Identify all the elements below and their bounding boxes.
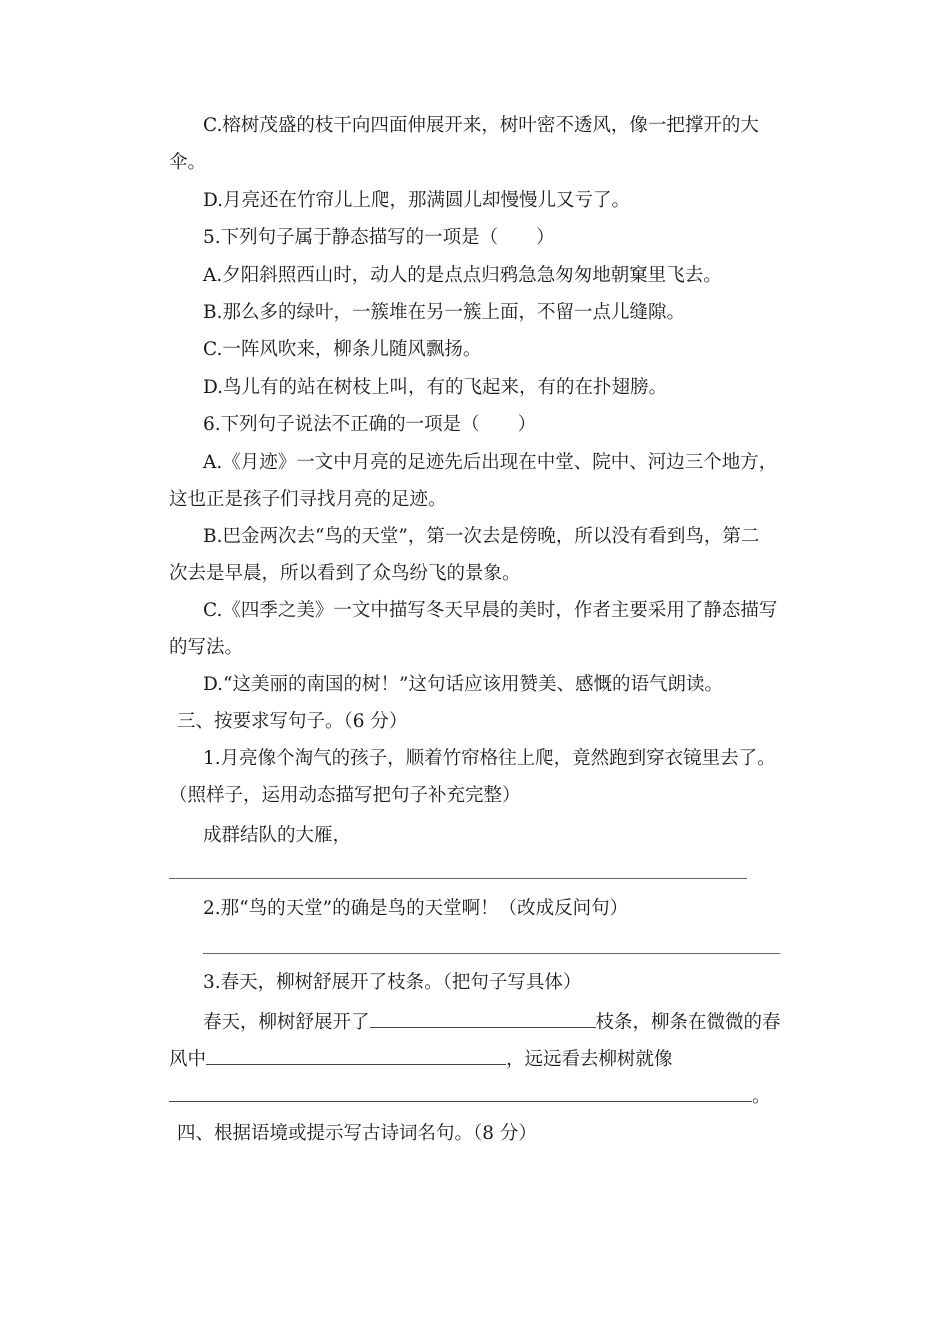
fill-blank-1[interactable] [370,1009,596,1028]
q5-option-b: B.那么多的绿叶，一簇堆在另一簇上面，不留一点儿缝隙。 [203,302,685,323]
q6-option-d: D.“这美丽的南国的树！”这句话应该用赞美、感慨的语气朗读。 [203,674,723,695]
s3-item3-fill-line2 [169,1046,673,1072]
s3-item3: 3.春天，柳树舒展开了枝条。（把句子写具体） [203,972,582,993]
s3-item3-end: 。 [752,1086,771,1107]
q4-option-d: D.月亮还在竹帘儿上爬，那满圆儿却慢慢儿又亏了。 [203,190,631,211]
s3-item3-fill-line1 [203,1009,781,1035]
s3-item1-prompt: 成群结队的大雁， [203,825,352,846]
q6-option-c-line1: C.《四季之美》一文中描写冬天早晨的美时，作者主要采用了静态描写 [203,600,778,621]
q6-option-a-line2: 这也正是孩子们寻找月亮的足迹。 [169,489,447,510]
q5-option-d: D.鸟儿有的站在树枝上叫，有的飞起来，有的在扑翅膀。 [203,377,668,398]
q4-option-c-line2: 伞。 [169,152,207,173]
q4-option-c-line1: C.榕树茂盛的枝干向四面伸展开来，树叶密不透风，像一把撑开的大 [203,115,759,136]
s3-item3-fill-line3 [169,1083,771,1109]
q5-option-c: C.一阵风吹来，柳条儿随风飘扬。 [203,339,482,360]
s3-item1-line2: （照样子，运用动态描写把句子补充完整） [169,785,521,806]
q6-stem-close: ） [517,414,537,435]
fill-blank-3[interactable] [169,1083,752,1102]
q6-option-b-line2: 次去是早晨，所以看到了众鸟纷飞的景象。 [169,563,521,584]
q5-stem-close: ） [536,227,555,248]
fill-blank-2[interactable] [206,1046,506,1065]
answer-line-1[interactable] [169,878,747,879]
s3-item3-text-d: ，远远看去柳树就像 [506,1049,673,1070]
q5-stem-text: 5.下列句子属于静态描写的一项是（ [203,227,499,248]
q6-option-c-line2: 的写法。 [169,637,244,658]
s3-item1-line1: 1.月亮像个淘气的孩子，顺着竹帘格往上爬，竟然跑到穿衣镜里去了。 [203,748,776,769]
section4-title: 四、根据语境或提示写古诗词名句。（8 分） [177,1123,537,1144]
s3-item3-text-b: 枝条，柳条在微微的春 [595,1012,781,1033]
q6-option-a-line1: A.《月迹》一文中月亮的足迹先后出现在中堂、院中、河边三个地方， [203,452,778,473]
section3-title: 三、按要求写句子。（6 分） [177,711,408,732]
q6-stem-text: 6.下列句子说法不正确的一项是（ [203,414,480,435]
q6-option-b-line1: B.巴金两次去“鸟的天堂”，第一次去是傍晚，所以没有看到鸟，第二 [203,526,760,547]
answer-line-2[interactable] [203,953,780,954]
s3-item3-text-c: 风中 [169,1049,207,1070]
q6-stem [203,413,536,437]
s3-item2: 2.那“鸟的天堂”的确是鸟的天堂啊！（改成反问句） [203,898,629,919]
q5-option-a: A.夕阳斜照西山时，动人的是点点归鸦急急匆匆地朝窠里飞去。 [203,265,722,286]
s3-item3-text-a: 春天，柳树舒展开了 [203,1012,370,1033]
q5-stem [203,226,555,250]
